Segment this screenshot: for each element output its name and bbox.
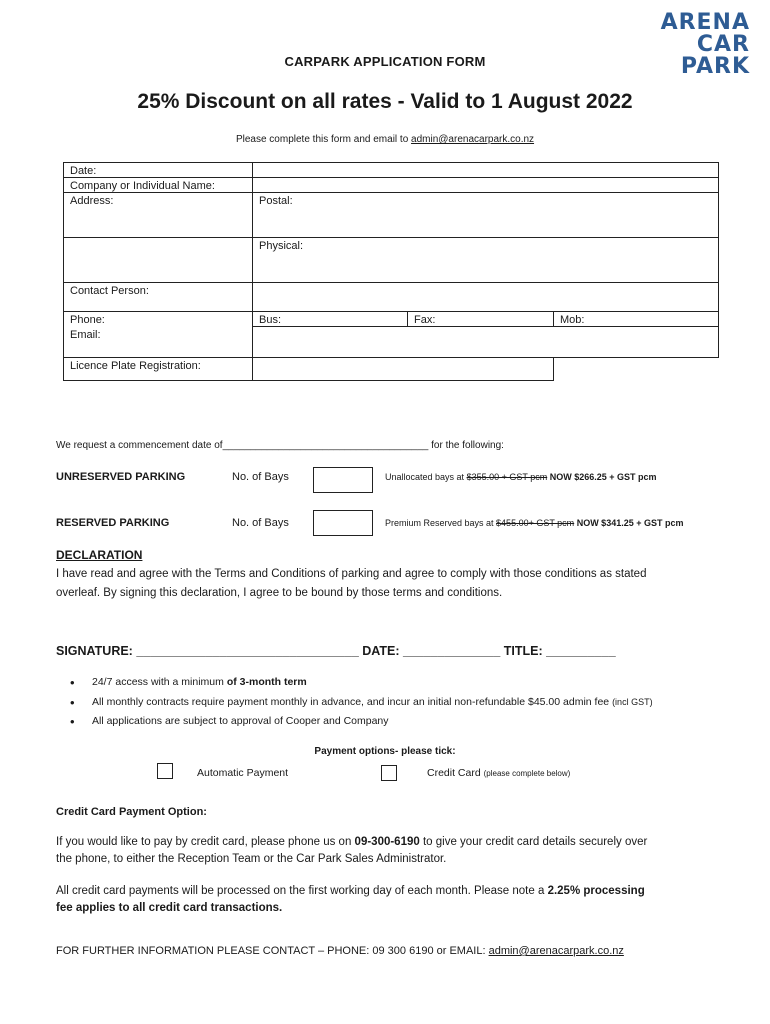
credit-card-label [427,767,570,779]
credit-card-label-text: Credit Card [427,767,484,779]
physical-field[interactable] [253,238,719,283]
company-field[interactable] [253,178,719,193]
signature-line: SIGNATURE: ________________________________ DATE: ______________ TITLE: __________ [56,644,616,658]
payment-options-heading: Payment options- please tick: [314,746,456,757]
reserved-parking-label: RESERVED PARKING [56,517,170,529]
footer-text: FOR FURTHER INFORMATION PLEASE CONTACT – PHONE: 09 300 6190 or EMAIL: [56,945,489,957]
postal-field[interactable] [253,193,719,238]
unreserved-bays-input[interactable] [313,467,373,493]
credit-card-paragraph-1 [56,834,746,868]
commencement-request: We request a commencement date of_____________________________________ for the following: [56,440,504,451]
postal-label: Postal: [259,195,293,207]
reserved-old-rate: $455.00+ GST pcm [496,518,575,528]
phone-label: Phone: [64,312,253,327]
instruction-text: Please complete this form and email to [235,134,412,145]
fax-label: Fax: [414,314,436,326]
bus-label: Bus: [259,314,282,326]
bullet-3-text: All applications are subject to approval of Cooper and Company [92,715,389,727]
list-item [92,676,653,696]
bus-field[interactable] [253,312,408,327]
reserved-rate-prefix: Premium Reserved bays at [385,518,497,528]
email-field[interactable] [253,327,719,358]
declaration-heading: DECLARATION [56,548,143,562]
date-label: Date: [64,163,253,178]
form-title: CARPARK APPLICATION FORM [284,54,486,69]
unreserved-old-rate: $355.00 + GST pcm [466,472,548,482]
unreserved-parking-label: UNRESERVED PARKING [56,471,186,483]
cc-p1-phone: 09-300-6190 [354,836,420,848]
declaration-line-2: overleaf. By signing this declaration, I agree to be bound by those terms and conditions. [56,587,503,599]
cc-p2-bold-1: 2.25% processing [547,885,645,897]
declaration-line-1: I have read and agree with the Terms and Conditions of parking and agree to comply with those conditions as stated [56,568,647,580]
list-item [92,696,653,716]
unreserved-rate [385,472,657,482]
credit-card-paragraph-2 [56,883,746,917]
reserved-bays-label: No. of Bays [232,517,289,529]
logo-line-3: PARK [680,54,750,79]
licence-spacer [554,358,719,381]
licence-field[interactable] [253,358,554,381]
cc-p1-suffix: to give your credit card details securely over [419,836,648,848]
email-label: Email: [64,327,253,358]
address-label: Address: [64,193,253,238]
reserved-new-rate: NOW $341.25 + GST pcm [574,518,684,528]
terms-list [56,676,653,735]
footer-email-link[interactable]: admin@arenacarpark.co.nz [488,945,624,957]
date-field[interactable] [253,163,719,178]
licence-label: Licence Plate Registration: [64,358,253,381]
contact-field[interactable] [253,283,719,312]
footer-contact [56,945,624,957]
unreserved-new-rate: NOW $266.25 + GST pcm [547,472,657,482]
fax-field[interactable] [408,312,554,327]
cc-p2-bold-2: fee applies to all credit card transactions. [56,902,283,914]
mob-label: Mob: [560,314,585,326]
company-label: Company or Individual Name: [64,178,253,193]
contact-label: Contact Person: [64,283,253,312]
unreserved-rate-prefix: Unallocated bays at [385,472,467,482]
bullet-1-text: 24/7 access with a minimum [92,676,227,688]
address-blank [64,238,253,283]
bullet-2-text: All monthly contracts require payment monthly in advance, and incur an initial non-refundable $45.00 admin fee [92,695,613,708]
list-item [92,715,653,735]
bullet-2-small: (incl GST) [612,696,653,707]
logo-line-2: CAR [696,32,750,57]
reserved-bays-input[interactable] [313,510,373,536]
automatic-payment-label: Automatic Payment [197,767,289,779]
automatic-payment-checkbox[interactable] [157,763,173,779]
unreserved-bays-label: No. of Bays [232,471,289,483]
physical-label: Physical: [259,240,304,252]
cc-p2-prefix: All credit card payments will be processed on the first working day of each month. Please note a [56,885,548,897]
discount-headline: 25% Discount on all rates - Valid to 1 August 2022 [137,90,633,113]
bullet-1-bold: of 3-month term [226,676,307,688]
cc-p1-prefix: If you would like to pay by credit card, please phone us on [56,836,355,848]
instruction-email-link[interactable]: admin@arenacarpark.co.nz [411,134,535,145]
credit-card-label-note: (please complete below) [483,769,571,778]
logo-line-1: ARENA [660,10,750,35]
mob-field[interactable] [554,312,719,327]
reserved-rate [385,518,683,528]
cc-p1-line-2: the phone, to either the Reception Team or the Car Park Sales Administrator. [56,853,447,865]
credit-card-checkbox[interactable] [381,765,397,781]
credit-card-heading: Credit Card Payment Option: [56,806,207,818]
email-instruction [0,134,770,145]
application-form-table [63,162,719,381]
